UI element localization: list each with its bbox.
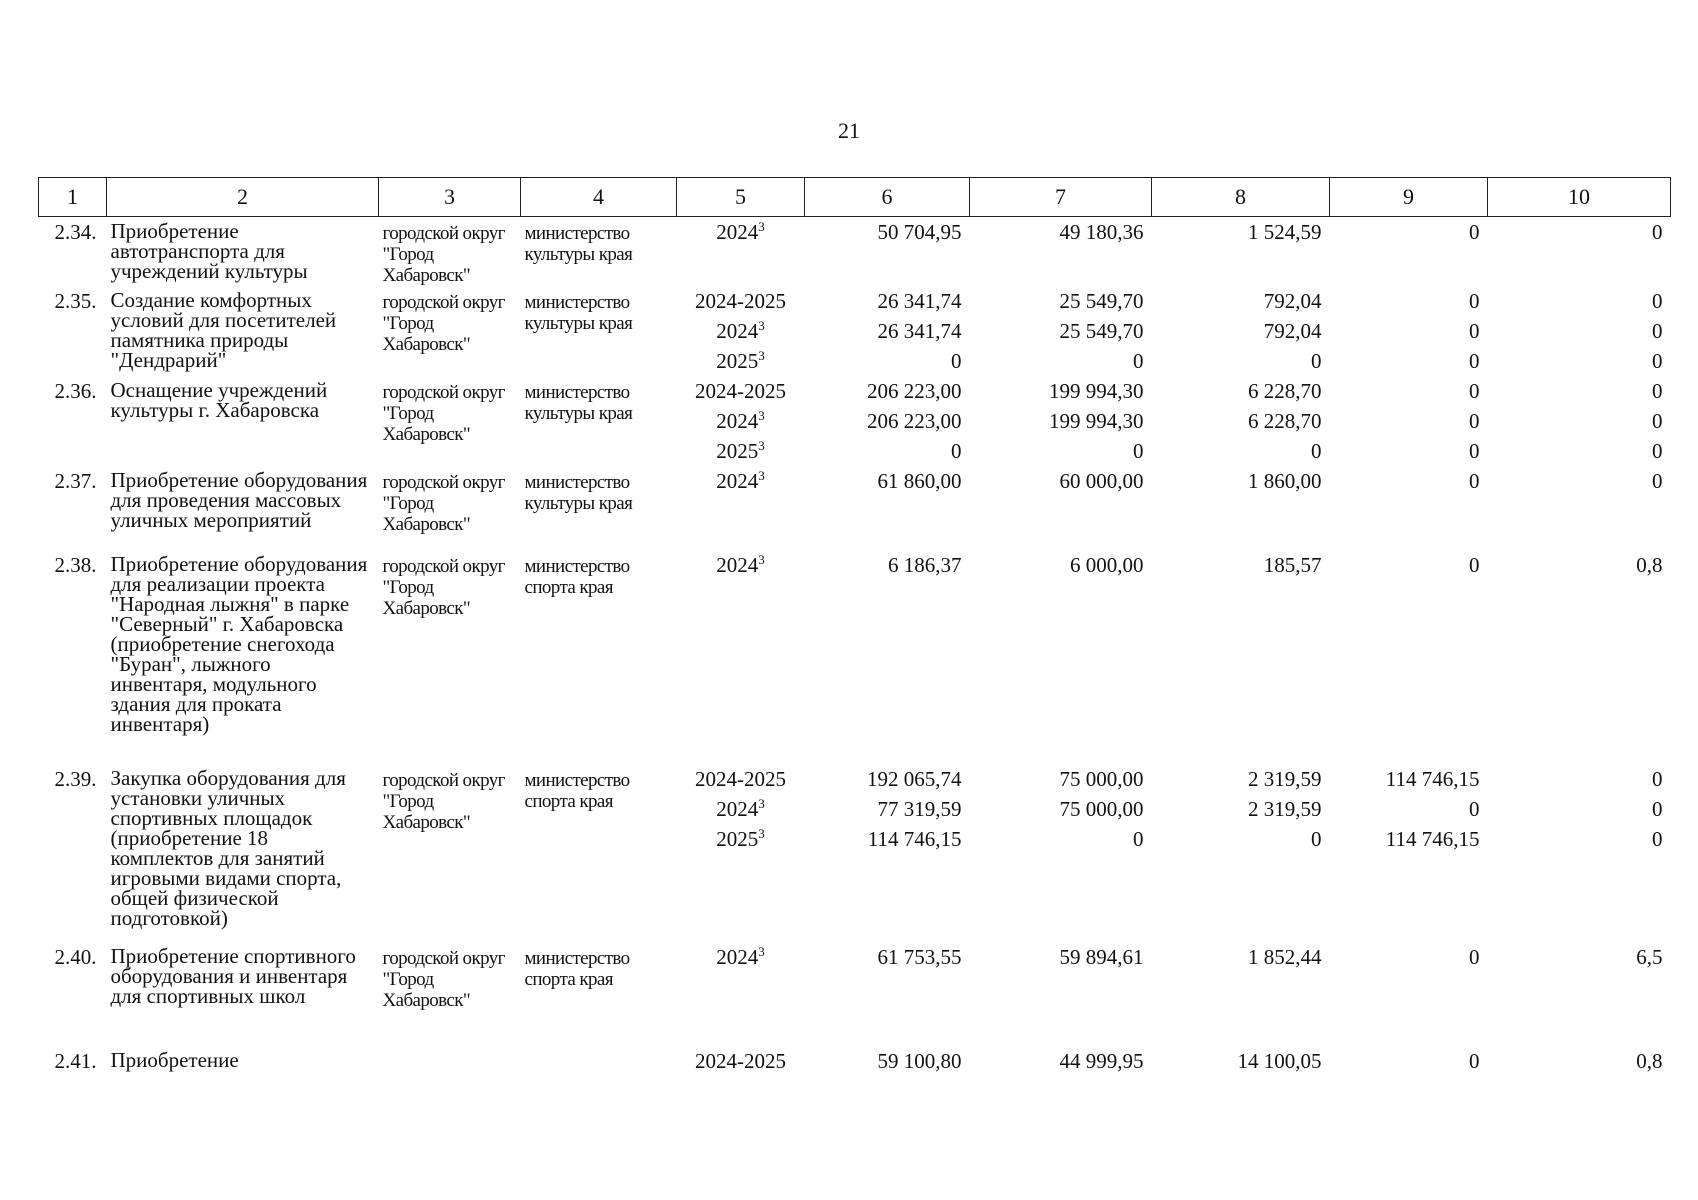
amount-value: 60 000,00 xyxy=(1059,469,1144,493)
table-row xyxy=(39,286,1671,376)
measure-name: Оснащение учреждений культуры г. Хабаровска xyxy=(110,378,328,422)
amount-value: 77 319,59 xyxy=(877,797,962,821)
amount-value: 114 746,15 xyxy=(1385,827,1480,851)
amount-column-6 xyxy=(805,942,970,1046)
amount-value: 0 xyxy=(1469,349,1480,373)
implementation-years xyxy=(677,466,805,550)
amount-value: 0 xyxy=(1469,439,1480,463)
amount-value: 0 xyxy=(1652,379,1663,403)
amount-column-9 xyxy=(1330,764,1488,942)
amount-column-8 xyxy=(1152,466,1330,550)
year-value xyxy=(685,794,797,824)
amount-column-10 xyxy=(1488,942,1671,1046)
year-value xyxy=(685,1046,797,1076)
amount-value: 0 xyxy=(1469,469,1480,493)
responsible-agency: министерство культуры края xyxy=(524,223,633,265)
year-value xyxy=(685,824,797,854)
footnote-mark: 3 xyxy=(758,552,765,567)
amount-value: 0 xyxy=(1469,945,1480,969)
amount-value: 0 xyxy=(1469,1049,1480,1073)
amount-column-6 xyxy=(805,550,970,764)
amount-value: 792,04 xyxy=(1263,319,1322,343)
amount-value: 1 524,59 xyxy=(1248,220,1322,244)
territory xyxy=(379,1046,521,1080)
year-text: 2024 xyxy=(716,553,759,577)
year-value xyxy=(685,316,797,346)
year-value xyxy=(685,286,797,316)
implementation-years xyxy=(677,550,805,764)
row-number: 2.34. xyxy=(54,220,97,244)
amount-value: 0 xyxy=(951,349,962,373)
amount-value: 114 746,15 xyxy=(867,827,962,851)
measure-name: Приобретение xyxy=(110,1048,239,1072)
amount-value: 0 xyxy=(1311,349,1322,373)
amount-value: 0 xyxy=(1652,827,1663,851)
amount-column-10 xyxy=(1488,217,1671,287)
amount-value: 0 xyxy=(1652,797,1663,821)
amount-value: 199 994,30 xyxy=(1049,379,1144,403)
implementation-years xyxy=(677,217,805,287)
year-value xyxy=(685,436,797,466)
amount-value: 0 xyxy=(1469,289,1480,313)
year-text: 2024 xyxy=(716,469,759,493)
amount-value: 0 xyxy=(1133,827,1144,851)
amount-value: 75 000,00 xyxy=(1059,767,1144,791)
row-number: 2.38. xyxy=(54,553,97,577)
year-text: 2024-2025 xyxy=(695,1049,786,1073)
column-header: 6 xyxy=(805,178,970,217)
amount-value: 0,8 xyxy=(1636,1049,1663,1073)
responsible-agency: министерство спорта края xyxy=(524,948,630,990)
amount-column-10 xyxy=(1488,376,1671,466)
amount-column-9 xyxy=(1330,1046,1488,1080)
year-text: 2025 xyxy=(716,349,759,373)
territory: городской округ "Город Хабаровск" xyxy=(382,472,505,535)
table-row xyxy=(39,764,1671,942)
amount-value: 25 549,70 xyxy=(1059,319,1144,343)
amount-column-6 xyxy=(805,764,970,942)
year-text: 2024 xyxy=(716,797,759,821)
amount-value: 185,57 xyxy=(1263,553,1322,577)
amount-column-9 xyxy=(1330,286,1488,376)
amount-column-9 xyxy=(1330,376,1488,466)
implementation-years xyxy=(677,376,805,466)
territory: городской округ "Город Хабаровск" xyxy=(382,556,505,619)
implementation-years xyxy=(677,1046,805,1080)
amount-column-6 xyxy=(805,217,970,287)
year-text: 2024 xyxy=(716,319,759,343)
amount-column-8 xyxy=(1152,1046,1330,1080)
year-value xyxy=(685,346,797,376)
column-header: 3 xyxy=(379,178,521,217)
row-number: 2.35. xyxy=(54,289,97,313)
amount-value: 0 xyxy=(1652,409,1663,433)
column-header: 9 xyxy=(1330,178,1488,217)
amount-column-7 xyxy=(970,942,1152,1046)
amount-column-8 xyxy=(1152,550,1330,764)
amount-column-8 xyxy=(1152,286,1330,376)
amount-value: 61 860,00 xyxy=(877,469,962,493)
amount-column-10 xyxy=(1488,764,1671,942)
row-number: 2.36. xyxy=(54,379,97,403)
amount-value: 44 999,95 xyxy=(1059,1049,1144,1073)
amount-column-10 xyxy=(1488,550,1671,764)
column-header-row xyxy=(39,178,1671,217)
table-row xyxy=(39,217,1671,287)
amount-column-7 xyxy=(970,466,1152,550)
territory: городской округ "Город Хабаровск" xyxy=(382,292,505,355)
amount-column-7 xyxy=(970,1046,1152,1080)
row-number: 2.41. xyxy=(54,1049,97,1073)
measure-name: Приобретение спортивного оборудования и инвентаря для спортивных школ xyxy=(110,944,356,1008)
amount-value: 0,8 xyxy=(1636,553,1663,577)
amount-value: 0 xyxy=(1652,220,1663,244)
amount-value: 206 223,00 xyxy=(867,379,962,403)
footnote-mark: 3 xyxy=(758,826,765,841)
year-text: 2024-2025 xyxy=(695,379,786,403)
amount-column-9 xyxy=(1330,217,1488,287)
amount-value: 49 180,36 xyxy=(1059,220,1144,244)
amount-value: 26 341,74 xyxy=(877,289,962,313)
budget-table xyxy=(38,177,1671,1080)
amount-column-8 xyxy=(1152,764,1330,942)
amount-value: 0 xyxy=(951,439,962,463)
amount-value: 26 341,74 xyxy=(877,319,962,343)
column-header: 8 xyxy=(1152,178,1330,217)
year-value xyxy=(685,550,797,580)
year-text: 2024 xyxy=(716,409,759,433)
responsible-agency: министерство спорта края xyxy=(524,770,630,812)
column-header: 10 xyxy=(1488,178,1671,217)
amount-value: 0 xyxy=(1469,797,1480,821)
amount-value: 59 100,80 xyxy=(877,1049,962,1073)
amount-value: 6 000,00 xyxy=(1070,553,1144,577)
amount-column-7 xyxy=(970,217,1152,287)
amount-value: 0 xyxy=(1652,319,1663,343)
measure-name: Создание комфортных условий для посетителей памятника природы "Дендрарий" xyxy=(110,288,337,372)
responsible-agency: министерство культуры края xyxy=(524,382,633,424)
amount-value: 0 xyxy=(1311,827,1322,851)
amount-column-8 xyxy=(1152,376,1330,466)
year-value xyxy=(685,376,797,406)
measure-name: Приобретение оборудования для реализации проекта "Народная лыжня" в парке "Северный" г. Хабаровска (приобретение снегохода "Буран", лыжного инвентаря, модульного здания для проката инвентаря) xyxy=(110,552,368,736)
table-row xyxy=(39,376,1671,466)
amount-value: 0 xyxy=(1652,439,1663,463)
amount-column-7 xyxy=(970,550,1152,764)
territory: городской округ "Город Хабаровск" xyxy=(382,382,505,445)
amount-value: 0 xyxy=(1652,349,1663,373)
column-header: 5 xyxy=(677,178,805,217)
amount-value: 199 994,30 xyxy=(1049,409,1144,433)
column-header: 7 xyxy=(970,178,1152,217)
amount-value: 0 xyxy=(1469,220,1480,244)
column-header: 4 xyxy=(521,178,677,217)
table-row xyxy=(39,942,1671,1046)
footnote-mark: 3 xyxy=(758,318,765,333)
amount-value: 0 xyxy=(1133,439,1144,463)
measure-name: Приобретение оборудования для проведения массовых уличных мероприятий xyxy=(110,468,368,532)
implementation-years xyxy=(677,942,805,1046)
amount-column-8 xyxy=(1152,942,1330,1046)
amount-column-7 xyxy=(970,764,1152,942)
responsible-agency: министерство культуры края xyxy=(524,472,633,514)
year-value xyxy=(685,217,797,247)
amount-value: 14 100,05 xyxy=(1237,1049,1322,1073)
footnote-mark: 3 xyxy=(758,944,765,959)
amount-value: 0 xyxy=(1311,439,1322,463)
amount-column-9 xyxy=(1330,466,1488,550)
responsible-agency: министерство спорта края xyxy=(524,556,630,598)
column-header: 1 xyxy=(39,178,107,217)
year-value xyxy=(685,942,797,972)
footnote-mark: 3 xyxy=(758,438,765,453)
amount-value: 0 xyxy=(1469,319,1480,343)
amount-value: 0 xyxy=(1652,767,1663,791)
amount-column-10 xyxy=(1488,286,1671,376)
measure-name: Закупка оборудования для установки уличных спортивных площадок (приобретение 18 комплектов для занятий игровыми видами спорта, общей физической подготовкой) xyxy=(110,766,346,930)
table-body xyxy=(39,217,1671,1081)
year-text: 2025 xyxy=(716,439,759,463)
table-row xyxy=(39,1046,1671,1080)
amount-value: 0 xyxy=(1469,553,1480,577)
amount-column-9 xyxy=(1330,942,1488,1046)
territory: городской округ "Город Хабаровск" xyxy=(382,948,505,1011)
year-text: 2024 xyxy=(716,945,759,969)
amount-value: 2 319,59 xyxy=(1248,797,1322,821)
year-text: 2024-2025 xyxy=(695,767,786,791)
year-value xyxy=(685,466,797,496)
year-value xyxy=(685,406,797,436)
implementation-years xyxy=(677,764,805,942)
row-number: 2.40. xyxy=(54,945,97,969)
year-text: 2024 xyxy=(716,220,759,244)
amount-value: 0 xyxy=(1652,469,1663,493)
amount-column-6 xyxy=(805,376,970,466)
amount-value: 0 xyxy=(1133,349,1144,373)
amount-value: 75 000,00 xyxy=(1059,797,1144,821)
footnote-mark: 3 xyxy=(758,468,765,483)
amount-value: 50 704,95 xyxy=(877,220,962,244)
table-row xyxy=(39,550,1671,764)
amount-column-6 xyxy=(805,286,970,376)
amount-value: 2 319,59 xyxy=(1248,767,1322,791)
row-number: 2.37. xyxy=(54,469,97,493)
responsible-agency xyxy=(521,1046,677,1080)
amount-value: 6 228,70 xyxy=(1248,409,1322,433)
amount-value: 206 223,00 xyxy=(867,409,962,433)
amount-value: 0 xyxy=(1469,409,1480,433)
amount-column-9 xyxy=(1330,550,1488,764)
amount-column-6 xyxy=(805,1046,970,1080)
amount-value: 792,04 xyxy=(1263,289,1322,313)
amount-value: 59 894,61 xyxy=(1059,945,1144,969)
page-number: 21 xyxy=(838,118,860,143)
implementation-years xyxy=(677,286,805,376)
amount-value: 192 065,74 xyxy=(867,767,962,791)
measure-name: Приобретение автотранспорта для учреждений культуры xyxy=(110,219,308,283)
responsible-agency: министерство культуры края xyxy=(524,292,633,334)
amount-column-8 xyxy=(1152,217,1330,287)
row-number: 2.39. xyxy=(54,767,97,791)
amount-column-7 xyxy=(970,286,1152,376)
footnote-mark: 3 xyxy=(758,408,765,423)
column-header: 2 xyxy=(107,178,379,217)
amount-column-10 xyxy=(1488,466,1671,550)
table-row xyxy=(39,466,1671,550)
amount-column-6 xyxy=(805,466,970,550)
amount-value: 6 228,70 xyxy=(1248,379,1322,403)
amount-value: 6 186,37 xyxy=(888,553,962,577)
amount-value: 25 549,70 xyxy=(1059,289,1144,313)
year-text: 2024-2025 xyxy=(695,289,786,313)
territory: городской округ "Город Хабаровск" xyxy=(382,223,505,286)
amount-value: 114 746,15 xyxy=(1385,767,1480,791)
amount-column-7 xyxy=(970,376,1152,466)
amount-value: 1 852,44 xyxy=(1248,945,1322,969)
year-value xyxy=(685,764,797,794)
amount-column-10 xyxy=(1488,1046,1671,1080)
footnote-mark: 3 xyxy=(758,348,765,363)
amount-value: 0 xyxy=(1652,289,1663,313)
footnote-mark: 3 xyxy=(758,796,765,811)
amount-value: 1 860,00 xyxy=(1248,469,1322,493)
amount-value: 61 753,55 xyxy=(877,945,962,969)
territory: городской округ "Город Хабаровск" xyxy=(382,770,505,833)
amount-value: 0 xyxy=(1469,379,1480,403)
amount-value: 6,5 xyxy=(1636,945,1663,969)
footnote-mark: 3 xyxy=(758,219,765,234)
year-text: 2025 xyxy=(716,827,759,851)
